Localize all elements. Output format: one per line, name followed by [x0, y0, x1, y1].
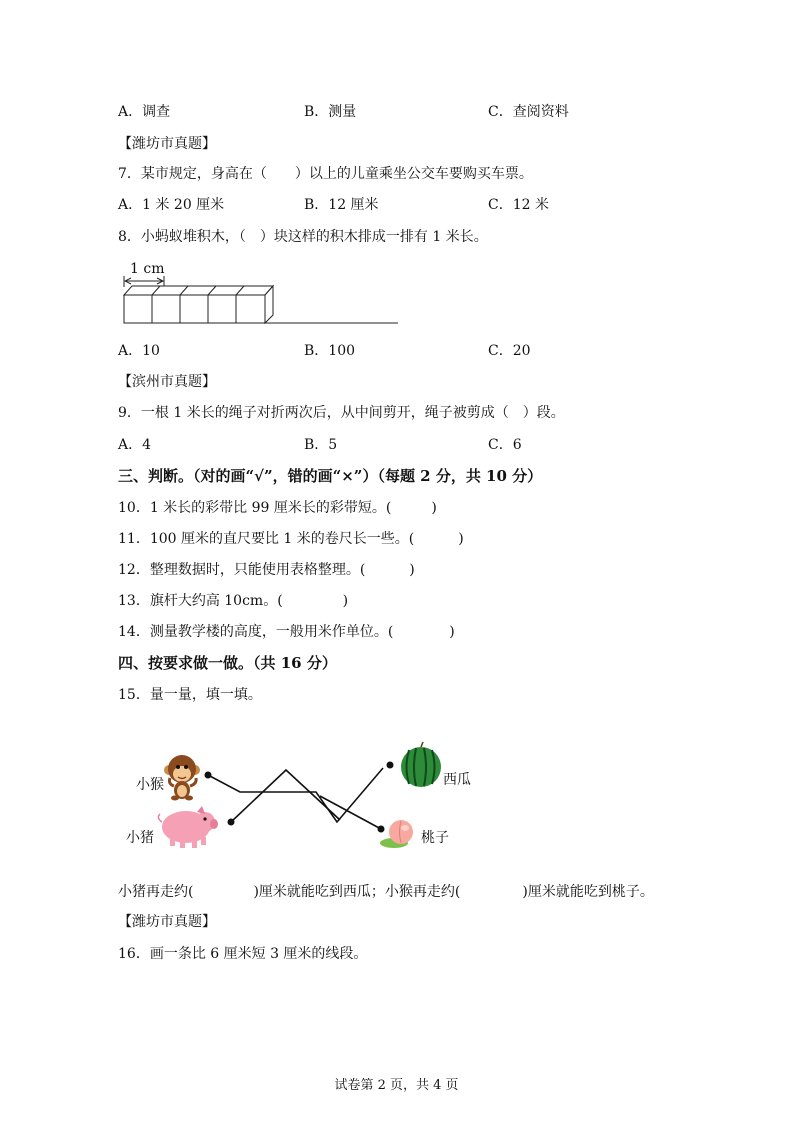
q8-figure-label: 1 cm	[130, 261, 165, 277]
peach-icon	[380, 820, 413, 848]
judge-close: )	[431, 500, 437, 516]
q8-text: 8．小蚂蚁堆积木，（ ）块这样的积木排成一排有 1 米长。	[118, 229, 488, 245]
q9-text: 9．一根 1 米长的绳子对折两次后，从中间剪开，绳子被剪成（ ）段。	[118, 405, 565, 421]
q6-option-c: C．查阅资料	[488, 104, 569, 120]
q15-answer-part-3: )厘米就能吃到桃子。	[522, 884, 654, 900]
watermelon-icon	[401, 742, 441, 787]
q6-option-b: B．测量	[304, 104, 357, 120]
pig-path-b	[320, 796, 381, 829]
q7-option-c: C．12 米	[488, 197, 549, 213]
judge-close: )	[449, 624, 455, 640]
label-monkey: 小猴	[136, 777, 164, 793]
judge-close: )	[342, 593, 349, 609]
q9-option-c: C．6	[488, 437, 522, 453]
pig-path-a	[231, 770, 340, 822]
q7-text: 7．某市规定，身高在（ ）以上的儿童乘坐公交车要购买车票。	[118, 166, 533, 182]
q9-option-a: A．4	[118, 437, 152, 453]
judge-13-text: 13．旗杆大约高 10cm。(	[118, 593, 283, 609]
source-tag: 【滨州市真题】	[118, 374, 216, 390]
page-footer: 试卷第 2 页，共 4 页	[334, 1078, 459, 1093]
judge-close: )	[409, 562, 415, 578]
q7-option-a: A．1 米 20 厘米	[118, 197, 225, 213]
section-4-heading: 四、按要求做一做。（共 16 分）	[118, 654, 337, 672]
judge-10-text: 10．1 米长的彩带比 99 厘米长的彩带短。(	[118, 500, 392, 516]
source-tag: 【潍坊市真题】	[118, 914, 216, 930]
section-3-heading: 三、判断。（对的画“√”，错的画“×”）（每题 2 分，共 10 分）	[118, 467, 543, 485]
q8-option-b: B．100	[304, 343, 356, 359]
q15-answer-part-1: 小猪再走约(	[118, 884, 194, 900]
label-peach: 桃子	[421, 830, 449, 846]
judge-12-text: 12．整理数据时，只能使用表格整理。(	[118, 562, 366, 578]
source-tag: 【潍坊市真题】	[118, 136, 216, 152]
q8-option-a: A．10	[118, 343, 160, 359]
label-pig: 小猪	[126, 830, 154, 846]
judge-11-text: 11．100 厘米的直尺要比 1 米的卷尺长一些。(	[118, 531, 415, 547]
pig-icon	[158, 806, 218, 848]
label-watermelon: 西瓜	[443, 772, 471, 788]
judge-14-text: 14．测量教学楼的高度，一般用米作单位。(	[118, 624, 394, 640]
q9-option-b: B．5	[304, 437, 338, 453]
q15-answer-part-2: )厘米就能吃到西瓜；小猴再走约(	[253, 884, 461, 900]
monkey-icon	[164, 755, 200, 801]
q16-text: 16．画一条比 6 厘米短 3 厘米的线段。	[118, 946, 368, 962]
q15-text: 15．量一量，填一填。	[118, 687, 262, 703]
q6-option-a: A．调查	[118, 104, 171, 120]
monkey-path	[208, 768, 383, 822]
q7-option-b: B．12 厘米	[304, 197, 379, 213]
q8-option-c: C．20	[488, 343, 531, 359]
judge-close: )	[458, 531, 464, 547]
q15-answer-line	[118, 882, 654, 902]
